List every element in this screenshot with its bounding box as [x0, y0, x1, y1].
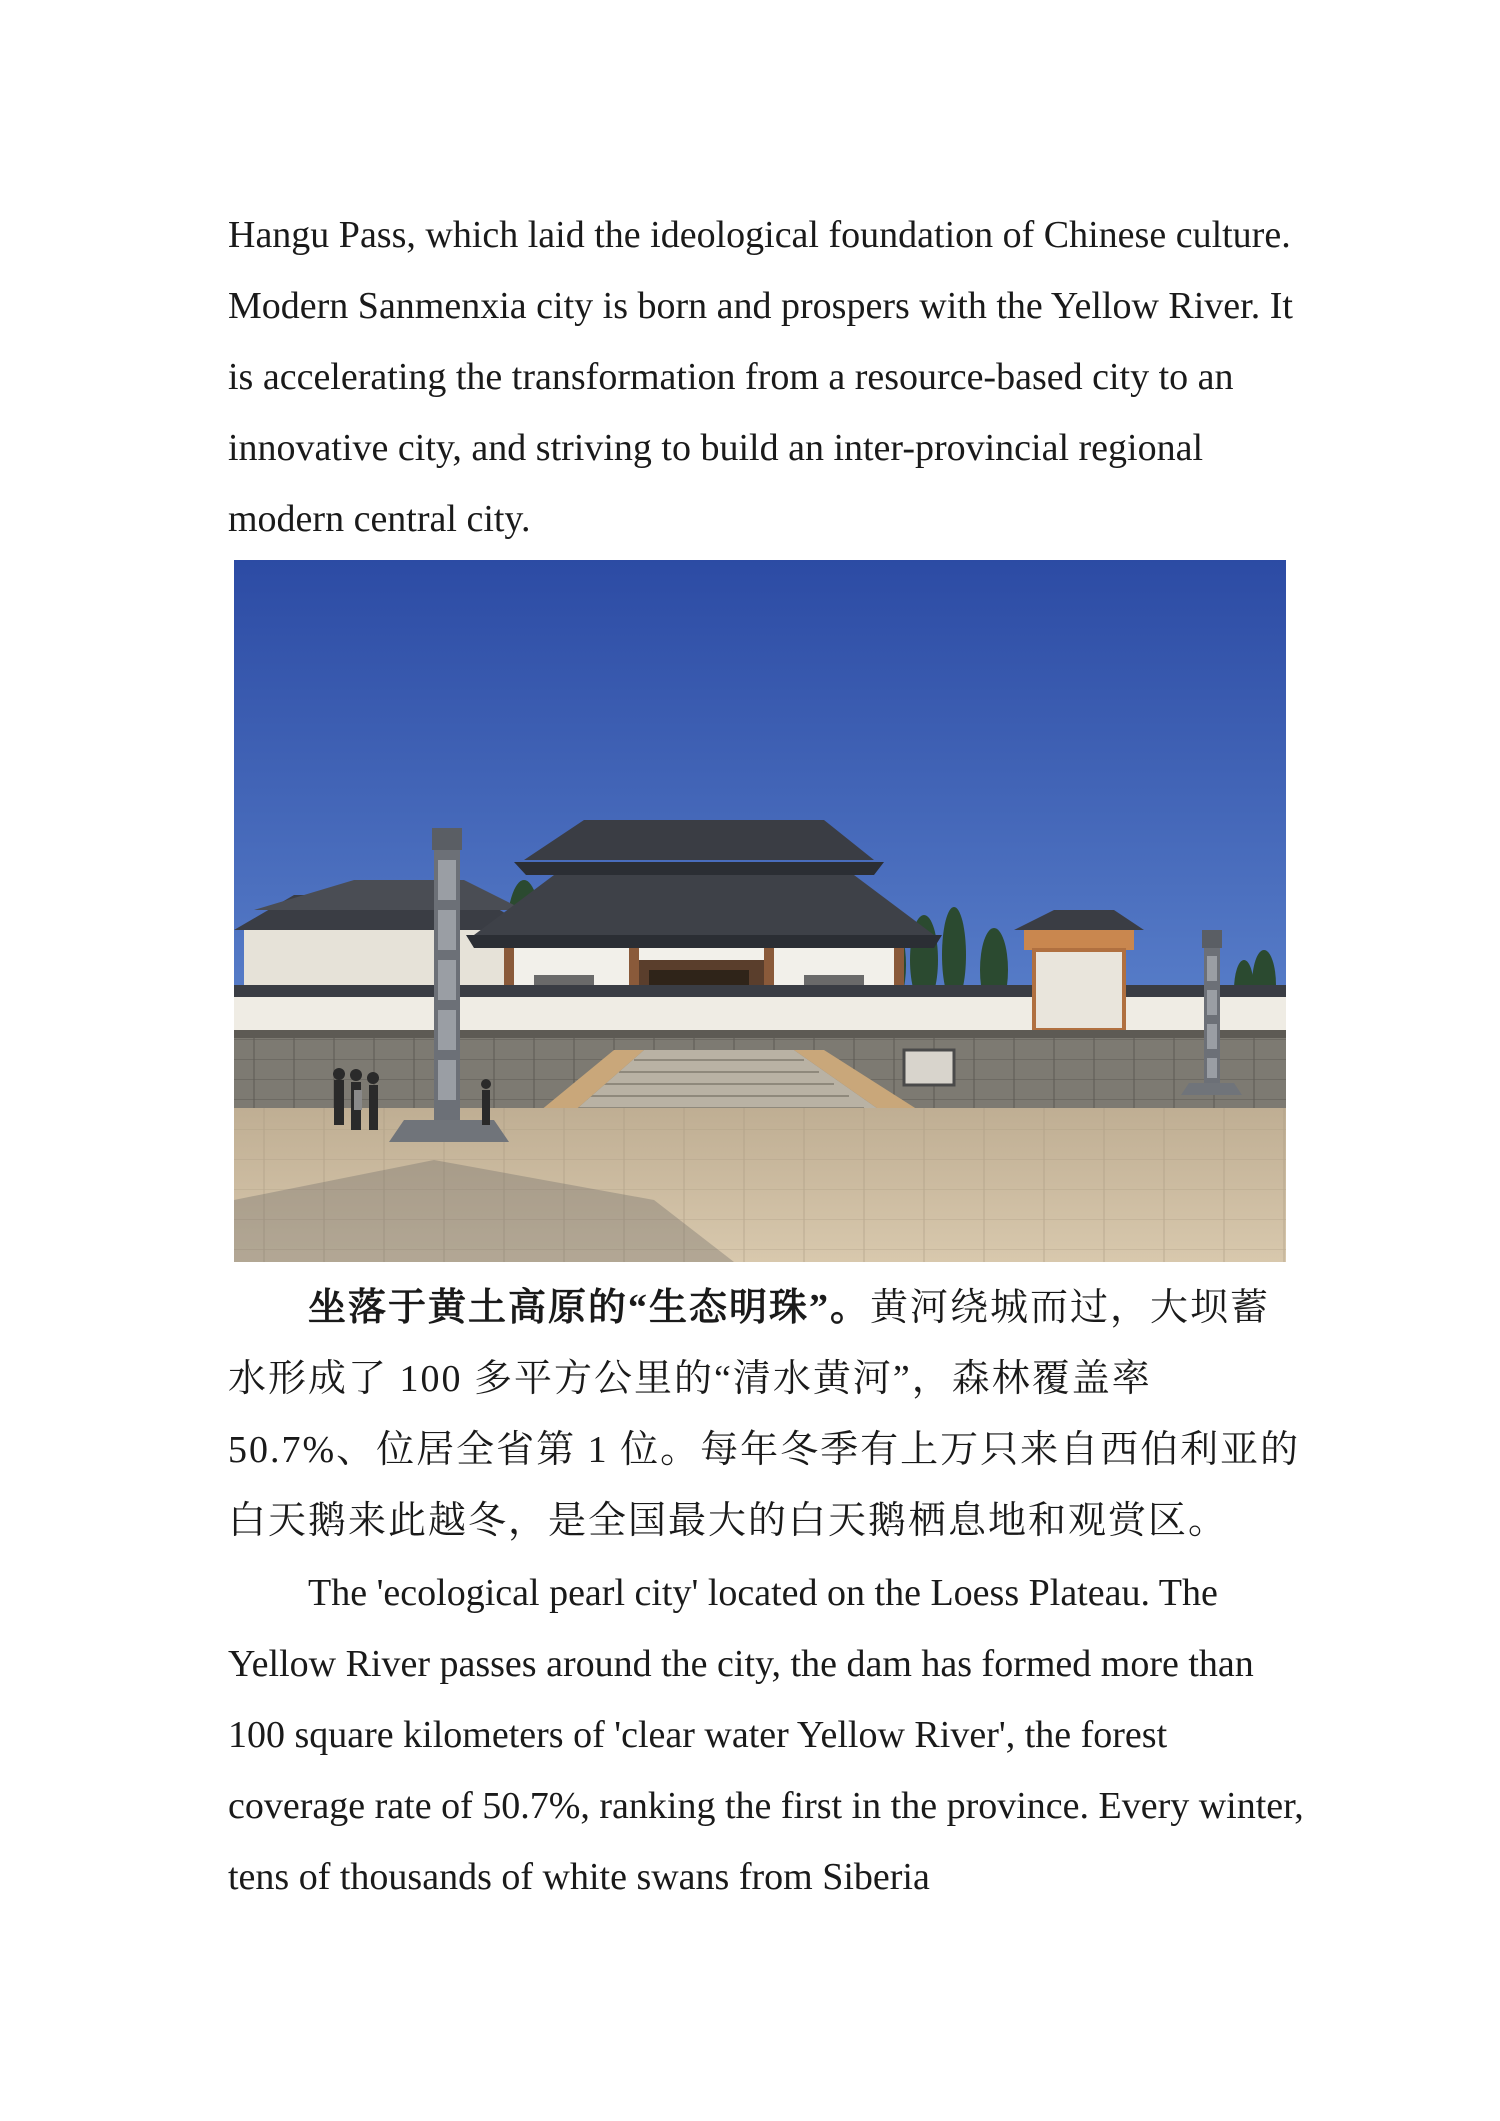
temple-courtyard-photo: [234, 560, 1286, 1262]
paragraph-ecology-zh-lead: 坐落于黄土高原的“生态明珠”。: [308, 1287, 871, 1329]
paragraph-ecology-zh: [228, 1273, 1308, 1557]
paragraph-intro-en: Hangu Pass, which laid the ideological foundation of Chinese culture. Modern Sanmenxia city is born and prospers with the Yellow River. It is accelerating the transformation from a resource-based city to an innovative city, and striving to build an inter-provincial regional modern central city.: [228, 214, 1293, 540]
paragraph-ecology-zh-body: 黄河绕城而过，大坝蓄水形成了 100 多平方公里的“清水黄河”，森林覆盖率 50.7%、位居全省第 1 位。每年冬季有上万只来自西伯利亚的白天鹅来此越冬，是全国最大的白天鹅栖息地和观赏区。: [228, 1287, 1301, 1542]
paragraph-ecology-en: The 'ecological pearl city' located on the Loess Plateau. The Yellow River passes around the city, the dam has formed more than 100 square kilometers of 'clear water Yellow River', the forest coverage rate of 50.7%, ranking the first in the province. Every winter, tens of thousands of white swans from Siberia: [228, 1572, 1304, 1898]
